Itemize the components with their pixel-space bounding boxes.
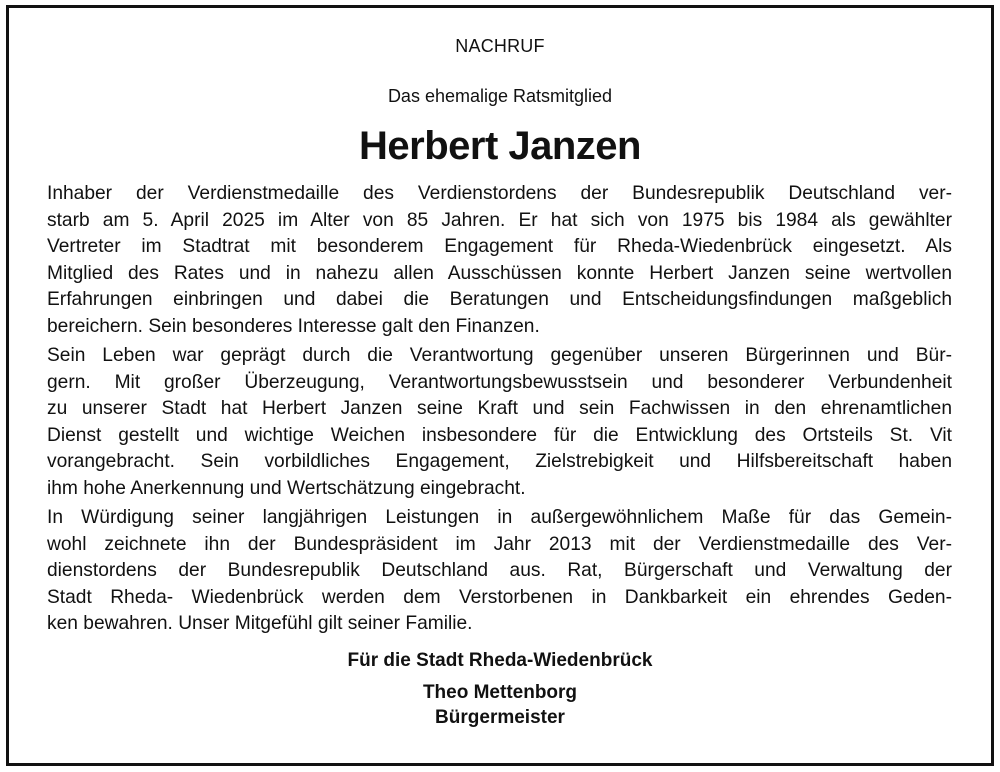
signature-title: Bürgermeister [435,707,565,728]
text-line: ihm hohe Anerkennung und Wertschätzung eingebracht. [47,477,526,499]
deceased-name: Herbert Janzen [359,124,641,168]
text-line: In Würdigung seiner langjährigen Leistungen in außergewöhnlichem Maße für das Gemein- [47,507,952,528]
text-line: bereichern. Sein besonderes Interesse galt den Finanzen. [47,315,540,337]
text-line: Dienst gestellt und wichtige Weichen insbesondere für die Entwicklung des Ortsteils St. Vit [47,424,952,446]
notice-kicker: NACHRUF [455,36,545,56]
signature-person: Theo Mettenborg [422,682,578,703]
text-line: dienstordens der Bundesrepublik Deutschland aus. Rat, Bürgerschaft und Verwaltung der [47,560,952,581]
text-line: Stadt Rheda- Wiedenbrück werden dem Verstorbenen in Dankbarkeit ein ehrendes Geden- [47,586,952,608]
text-line: zu unserer Stadt hat Herbert Janzen seine Kraft und sein Fachwissen in den ehrenamtlichen [47,398,952,419]
text-line: vorangebracht. Sein vorbildliches Engagement, Zielstrebigkeit und Hilfsbereitschaft haben [47,451,952,472]
text-line: Mitglied des Rates und in nahezu allen Ausschüssen konnte Herbert Janzen seine wertvollen [47,262,952,284]
text-line: starb am 5. April 2025 im Alter von 85 Jahren. Er hat sich von 1975 bis 1984 als gewählter [47,209,952,231]
text-line: gern. Mit großer Überzeugung, Verantwortungsbewusstsein und besonderer Verbundenheit [47,371,952,393]
text-line: Inhaber der Verdienstmedaille des Verdienstordens der Bundesrepublik Deutschland ver- [47,183,952,204]
notice-intro: Das ehemalige Ratsmitglied [387,86,613,106]
text-line: Erfahrungen einbringen und dabei die Beratungen und Entscheidungsfindungen maßgeblich [47,289,952,310]
paragraph-2 [47,343,952,502]
text-line: Vertreter im Stadtrat mit besonderem Engagement für Rheda-Wiedenbrück eingesetzt. Als [47,236,952,257]
signature-organization: Für die Stadt Rheda-Wiedenbrück [347,650,653,671]
text-line: Sein Leben war geprägt durch die Verantwortung gegenüber unseren Bürgerinnen und Bür- [47,345,952,366]
text-line: ken bewahren. Unser Mitgefühl gilt seiner Familie. [47,613,473,634]
paragraph-1 [47,181,952,340]
text-line: wohl zeichnete ihn der Bundespräsident im Jahr 2013 mit der Verdienstmedaille des Ver- [47,533,952,555]
paragraph-3 [47,505,952,638]
